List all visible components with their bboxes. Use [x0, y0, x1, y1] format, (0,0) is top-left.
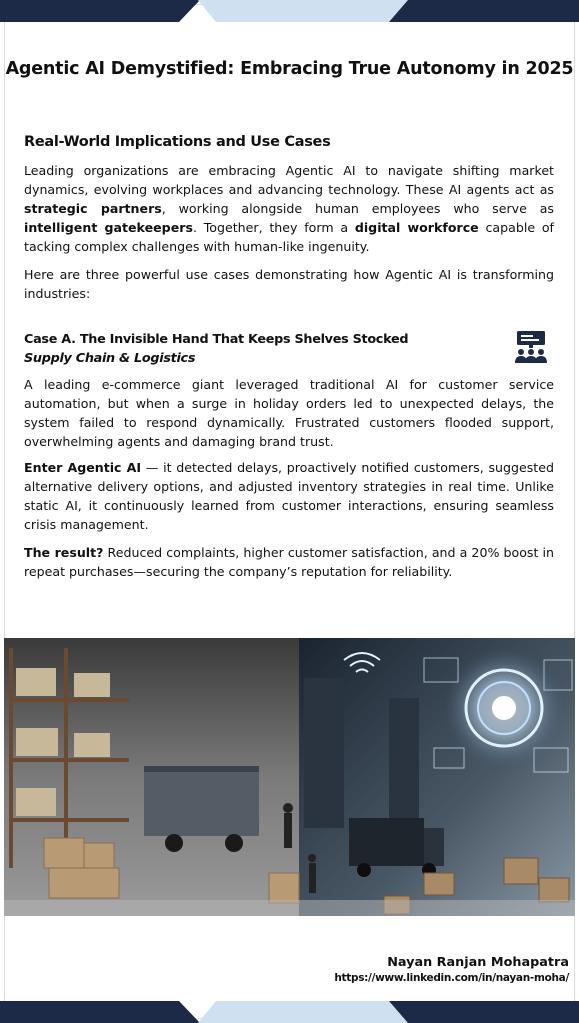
case-a-paragraph-2: Enter Agentic AI — it detected delays, proactively notified customers, suggested alternative delivery options, and adjusted inventory strategies in real time. Unlike static AI, it continuously learned from customer interactions, ensuring seamless crisis management. — [24, 460, 554, 532]
warehouse-illustration — [4, 638, 575, 916]
section-heading: Real-World Implications and Use Cases — [24, 134, 331, 150]
bottom-decor-bar — [0, 1001, 579, 1023]
document-title: Agentic AI Demystified: Embracing True Autonomy in 2025 — [5, 59, 574, 79]
case-a-heading: Case A. The Invisible Hand That Keeps Shelves Stocked — [24, 332, 409, 347]
intro-paragraph: Leading organizations are embracing Agentic AI to navigate shifting market dynamics, evolving workplaces and advancing technology. These AI agents act as strategic partners, working alongside human employees who serve as intelligent gatekeepers. Together, they form a digital workforce capable of tacking complex challenges with human-like ingenuity. — [24, 163, 554, 254]
case-a-paragraph-1: A leading e-commerce giant leveraged traditional AI for customer service automation, but when a surge in holiday orders led to unexpected delays, the system failed to respond dynamically. Frustrated customers flooded support, overwhelming agents and damaging brand trust. — [24, 377, 554, 449]
team-presentation-icon — [513, 329, 549, 365]
case-a-subheading: Supply Chain & Logistics — [24, 351, 196, 366]
case-a-paragraph-3: The result? Reduced complaints, higher customer satisfaction, and a 20% boost in repeat purchases—securing the company’s reputation for reliability. — [24, 545, 554, 579]
top-decor-bar — [0, 0, 579, 22]
linkedin-link[interactable]: https://www.linkedin.com/in/nayan-moha/ — [334, 972, 569, 984]
lead-in-paragraph: Here are three powerful use cases demonstrating how Agentic AI is transforming industries: — [24, 267, 554, 301]
author-name: Nayan Ranjan Mohapatra — [387, 955, 569, 970]
